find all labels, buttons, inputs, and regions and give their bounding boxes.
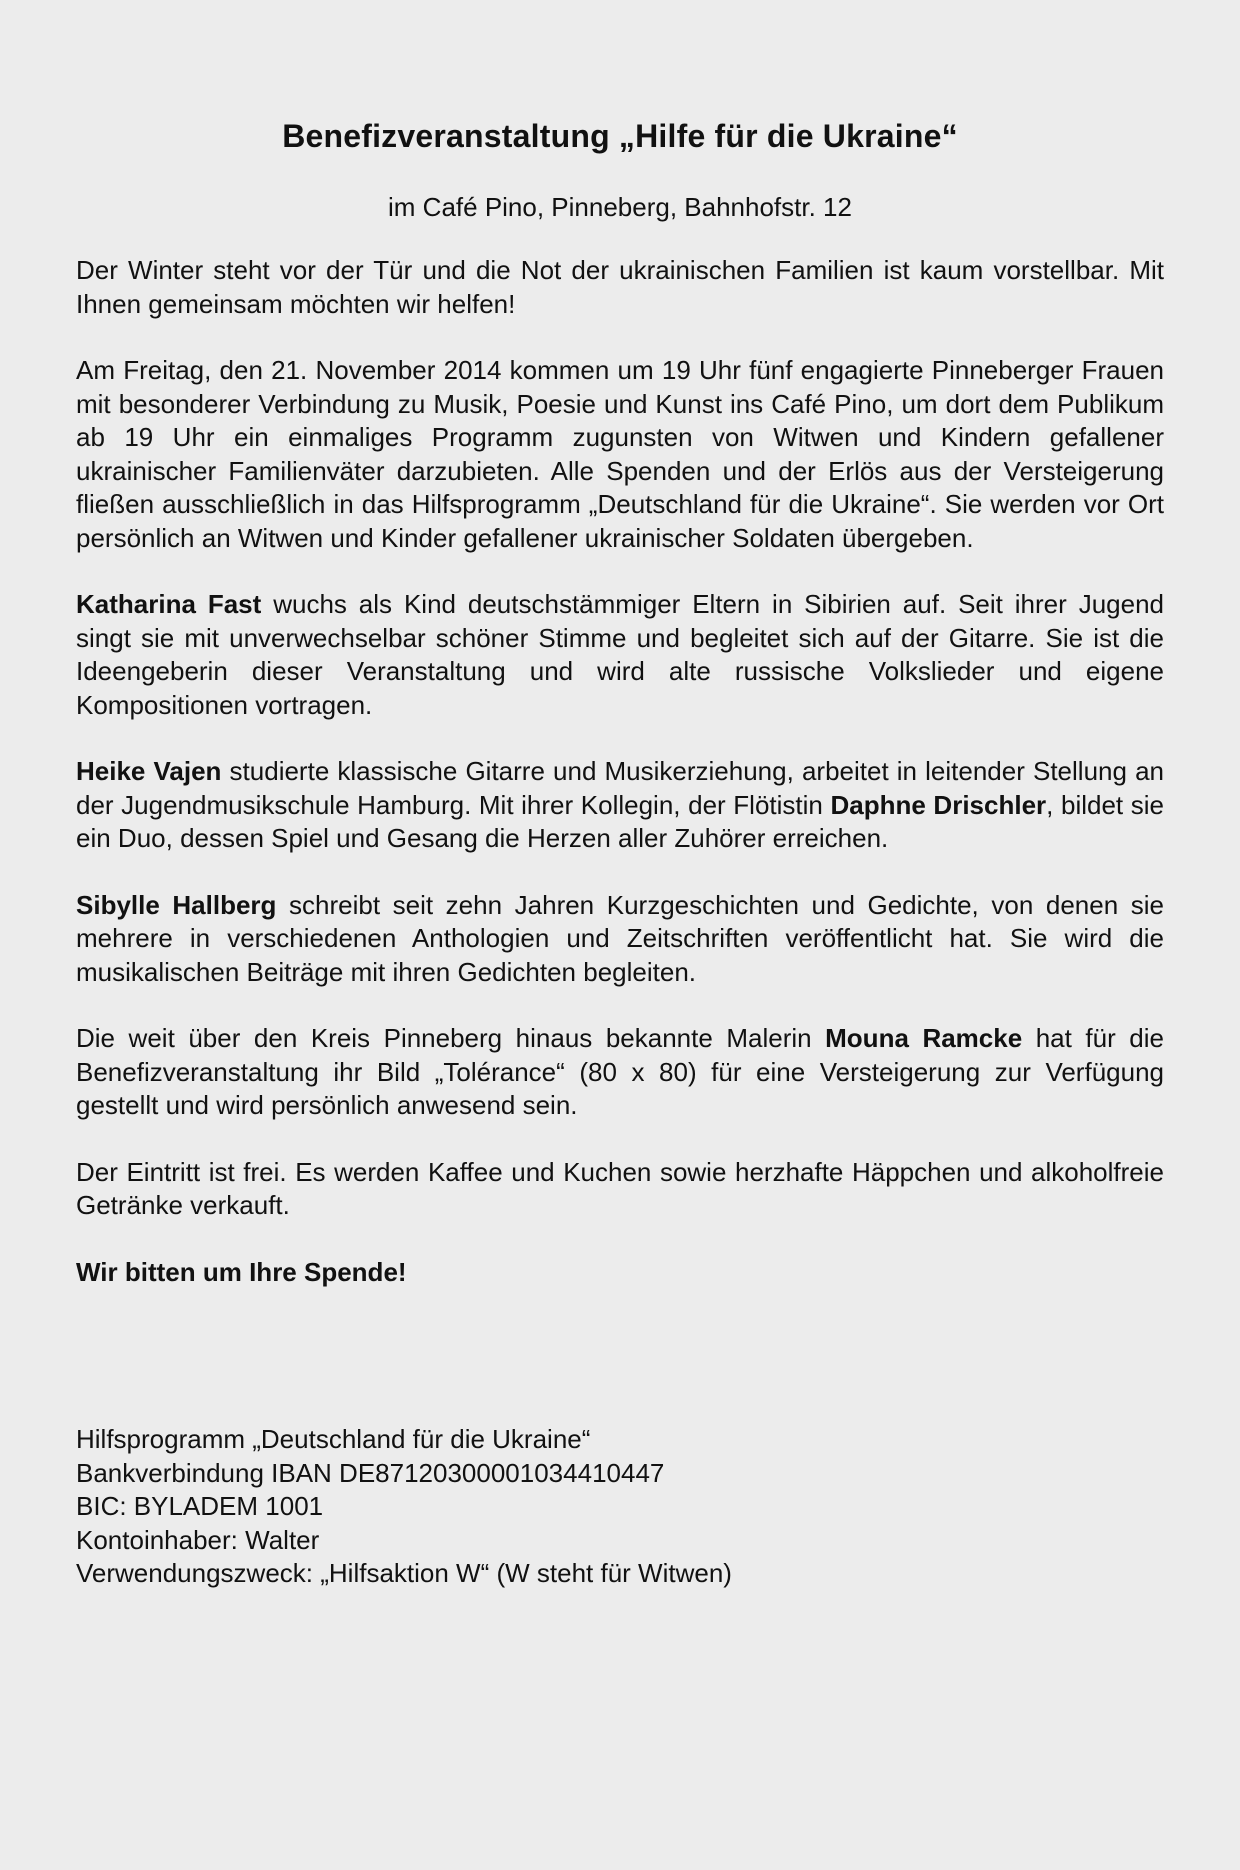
- bank-iban: Bankverbindung IBAN DE87120300001034410447: [76, 1457, 665, 1488]
- bank-details: [76, 1423, 1164, 1591]
- mouna-name: Mouna Ramcke: [825, 1023, 1023, 1053]
- sibylle-paragraph: [76, 889, 1164, 990]
- katharina-name: Katharina Fast: [76, 589, 262, 619]
- sibylle-name: Sibylle Hallberg: [76, 889, 277, 920]
- daphne-name: Daphne Drischler: [830, 789, 1047, 820]
- bank-holder: Kontoinhaber: Walter: [76, 1524, 320, 1555]
- event-program-text: Hilfsprogramm „Deutschland für die Ukraine“. Sie werden vor Ort persönlich an: [76, 489, 1164, 553]
- mouna-text: Die weit über den Kreis Pinneberg hinaus bekannte Malerin: [76, 1023, 826, 1053]
- heike-name: Heike Vajen: [76, 756, 222, 786]
- mouna-paragraph: [76, 1022, 1164, 1123]
- bank-bic: BIC: BYLADEM 1001: [76, 1491, 324, 1521]
- page-title: Benefizveranstaltung „Hilfe für die Ukraine“: [282, 118, 958, 154]
- entry-paragraph: Der Eintritt ist frei. Es werden Kaffee und Kuchen sowie herzhafte Häppchen und alkoholfreie Getränke verkauft.: [76, 1156, 1164, 1220]
- flyer-page: [0, 116, 1240, 1870]
- bank-program: Hilfsprogramm „Deutschland für die Ukraine“: [76, 1424, 591, 1454]
- sibylle-text: schreibt seit zehn Jahren Kurzgeschichten und Gedichte, von denen sie mehrere in verschiedenen Anthologien und Zeitschriften veröffentlicht hat. Sie wird die musikalischen Beiträge mit ihren Gedichten begleiten.: [76, 889, 1164, 987]
- mouna-text-2: hat für die Benefizveranstaltung ihr Bild „Tolérance“ (80 x 80) für eine Versteigerung zur Verfügung gestellt und wird persönlich anwesend sein.: [76, 1023, 1164, 1120]
- katharina-text: wuchs als Kind deutschstämmiger Eltern in Sibirien auf. Seit ihrer Jugend singt sie mit unverwechselbar schöner Stimme und begleitet sich auf der Gitarre. Sie ist die Ideengeberin dieser Veranstaltung und wird alte russische Volkslieder und eigene Kompositionen vortragen.: [76, 589, 1164, 720]
- event-text: Am Freitag, den 21. November 2014 kommen um 19 Uhr fünf engagierte Pinneberger Frauen mit besonderer Verbindung zu Musik, Poesie und Kunst ins Café Pino, um dort dem Publikum ab 19 Uhr ein einmaliges Programm zugunsten von Witwen und Kindern gefallener ukrainischer Familienväter darzubieten. Alle Spenden und der Erlös aus der Versteigerung fließen ausschließlich in das: [76, 355, 1164, 519]
- donation-appeal: Wir bitten um Ihre Spende!: [76, 1256, 407, 1287]
- heike-text: studierte klassische Gitarre und Musikerziehung, arbeitet in leitender Stellung an der Jugendmusikschule Hamburg. Mit ihrer Kollegin, der Flötistin: [76, 756, 1164, 820]
- event-paragraph: [76, 354, 1164, 555]
- bank-purpose: Verwendungszweck: „Hilfsaktion W“ (W steht für Witwen): [76, 1558, 732, 1588]
- katharina-paragraph: [76, 588, 1164, 722]
- event-text-end: Witwen und Kinder gefallener ukrainischer Soldaten übergeben.: [230, 522, 974, 553]
- heike-text-2: , bildet sie ein Duo, dessen Spiel und Gesang die Herzen aller Zuhörer erreichen.: [76, 789, 1164, 853]
- intro-paragraph: Der Winter steht vor der Tür und die Not der ukrainischen Familien ist kaum vorstellbar. Mit Ihnen gemeinsam möchten wir helfen!: [76, 255, 1164, 319]
- venue-subtitle: im Café Pino, Pinneberg, Bahnhofstr. 12: [388, 192, 852, 222]
- heike-paragraph: [76, 755, 1164, 856]
